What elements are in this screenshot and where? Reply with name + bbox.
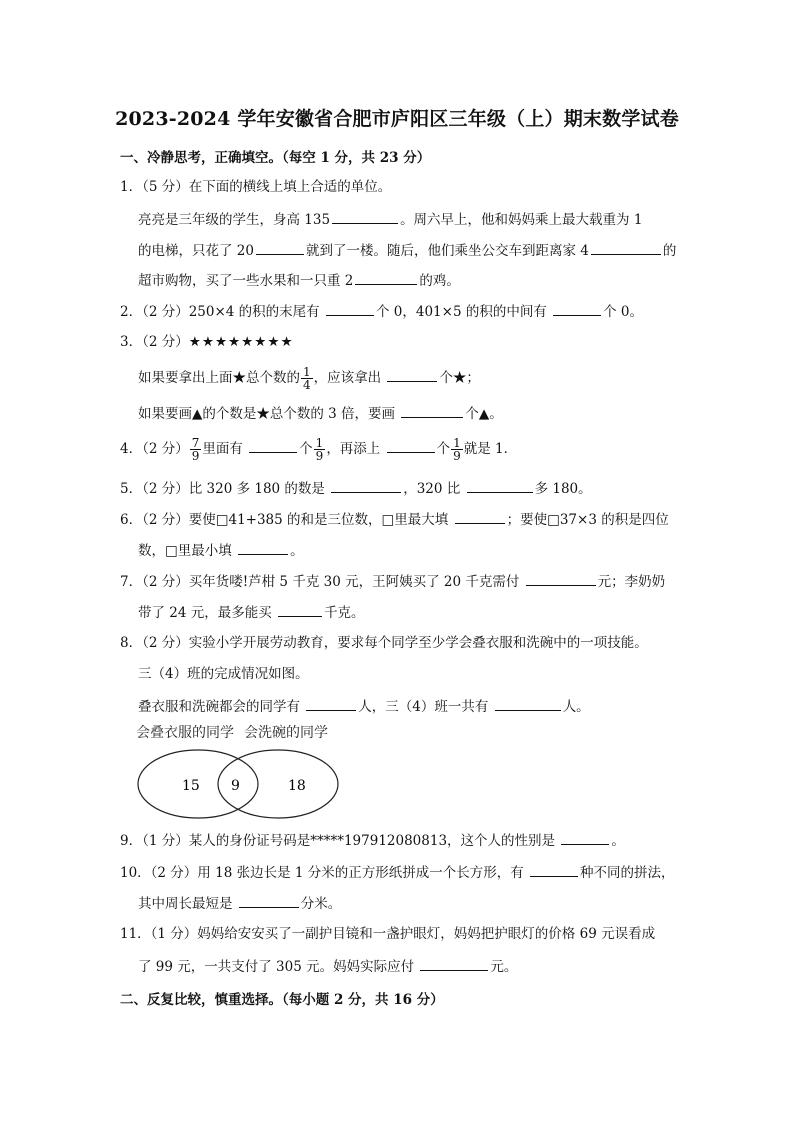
question-1-line-1: 亮亮是三年级的学生，身高 135 。周六早上，他和妈妈乘上最大载重为 1: [138, 209, 642, 230]
question-11-line-2: 了 99 元，一共支付了 305 元。妈妈实际应付 元。: [138, 956, 517, 977]
answer-blank[interactable]: [331, 478, 401, 493]
answer-blank[interactable]: [249, 438, 297, 453]
question-5: 5．（2 分）比 320 多 180 的数是 ，320 比 多 180。: [120, 478, 592, 499]
question-4: 4．（2 分） $\frac{7}{9}$ 里面有 个 $\frac{1}{9}$ ，再添上 个 $\frac{1}{9}$ 就是 1．: [120, 436, 518, 463]
question-1-heading: 1．（5 分）在下面的横线上填上合适的单位。: [120, 179, 392, 195]
fraction-one-ninth: $\frac{1}{9}$: [453, 436, 461, 463]
venn-circles: [136, 722, 342, 822]
answer-blank[interactable]: [326, 301, 374, 316]
question-10-line-1: 10．（2 分）用 18 张边长是 1 分米的正方形纸拼成一个长方形，有 种不同的拼法，: [120, 862, 675, 883]
answer-blank[interactable]: [332, 209, 398, 224]
answer-blank[interactable]: [561, 830, 609, 845]
venn-value-left-only: 15: [182, 778, 200, 794]
fraction-one-ninth: $\frac{1}{9}$: [315, 436, 324, 463]
section-2-heading: 二、反复比较，慎重选择。（每小题 2 分，共 16 分）: [120, 992, 444, 1008]
answer-blank[interactable]: [401, 403, 463, 418]
venn-label-folding-clothes: 会叠衣服的同学: [136, 725, 234, 741]
venn-label-washing-dishes: 会洗碗的同学: [244, 725, 328, 741]
star-row: ★★★★★★★★: [188, 334, 294, 350]
question-3-line-2: 如果要画▲的个数是★总个数的 3 倍，要画 个▲。: [138, 403, 503, 424]
answer-blank[interactable]: [591, 240, 661, 255]
question-10-line-2: 其中周长最短是 分米。: [138, 893, 341, 914]
answer-blank[interactable]: [278, 602, 322, 617]
venn-value-both: 9: [231, 778, 240, 794]
question-6-line-2: 数，□里最小填 。: [138, 540, 304, 561]
question-8-line-1: 8．（2 分）实验小学开展劳动教育，要求每个同学至少学会叠衣服和洗碗中的一项技能。: [120, 635, 648, 651]
question-7-line-2: 带了 24 元，最多能买 千克。: [138, 602, 365, 623]
question-6-line-1: 6．（2 分）要使□41+385 的和是三位数，□里最大填 ；要使□37×3 的积是四位: [120, 509, 669, 530]
question-11-line-1: 11．（1 分）妈妈给安安买了一副护目镜和一盏护眼灯，妈妈把护眼灯的价格 69 元误看成: [120, 926, 656, 942]
question-1-line-2: 的电梯，只花了 20 就到了一楼。随后，他们乘坐公交车到距离家 4 的: [138, 240, 676, 261]
question-9: 9．（1 分）某人的身份证号码是*****197912080813，这个人的性别是 。: [120, 830, 625, 851]
question-3-heading: 3．（2 分）★★★★★★★★: [120, 334, 294, 350]
answer-blank[interactable]: [256, 240, 304, 255]
answer-blank[interactable]: [526, 571, 596, 586]
answer-blank[interactable]: [306, 696, 356, 711]
venn-diagram: [136, 722, 342, 822]
fraction-one-quarter: $\frac{1}{4}$: [303, 365, 311, 392]
answer-blank[interactable]: [467, 478, 533, 493]
question-8-line-3: 叠衣服和洗碗都会的同学有 人，三（4）班一共有 人。: [138, 696, 590, 717]
answer-blank[interactable]: [553, 301, 601, 316]
answer-blank[interactable]: [530, 862, 578, 877]
answer-blank[interactable]: [387, 438, 435, 453]
answer-blank[interactable]: [238, 540, 288, 555]
answer-blank[interactable]: [495, 696, 561, 711]
question-7-line-1: 7．（2 分）买年货喽!芦柑 5 千克 30 元，王阿姨买了 20 千克需付 元；李奶奶: [120, 571, 665, 592]
fraction-seven-ninths: $\frac{7}{9}$: [191, 436, 200, 463]
section-1-heading: 一、冷静思考，正确填空。（每空 1 分，共 23 分）: [120, 150, 431, 166]
question-2: 2．（2 分）250×4 的积的末尾有 个 0，401×5 的积的中间有 个 0。: [120, 301, 643, 322]
venn-value-right-only: 18: [288, 778, 306, 794]
question-1-line-3: 超市购物，买了一些水果和一只重 2 的鸡。: [138, 270, 460, 291]
answer-blank[interactable]: [420, 956, 488, 971]
page-title: 2023-2024 学年安徽省合肥市庐阳区三年级（上）期末数学试卷: [115, 108, 679, 130]
question-3-line-1: 如果要拿出上面★总个数的 $\frac{1}{4}$ ，应该拿出 个★；: [138, 365, 480, 392]
question-8-line-2: 三（4）班的完成情况如图。: [138, 666, 309, 682]
answer-blank[interactable]: [239, 893, 299, 908]
answer-blank[interactable]: [455, 509, 505, 524]
answer-blank[interactable]: [387, 367, 437, 382]
answer-blank[interactable]: [355, 270, 417, 285]
